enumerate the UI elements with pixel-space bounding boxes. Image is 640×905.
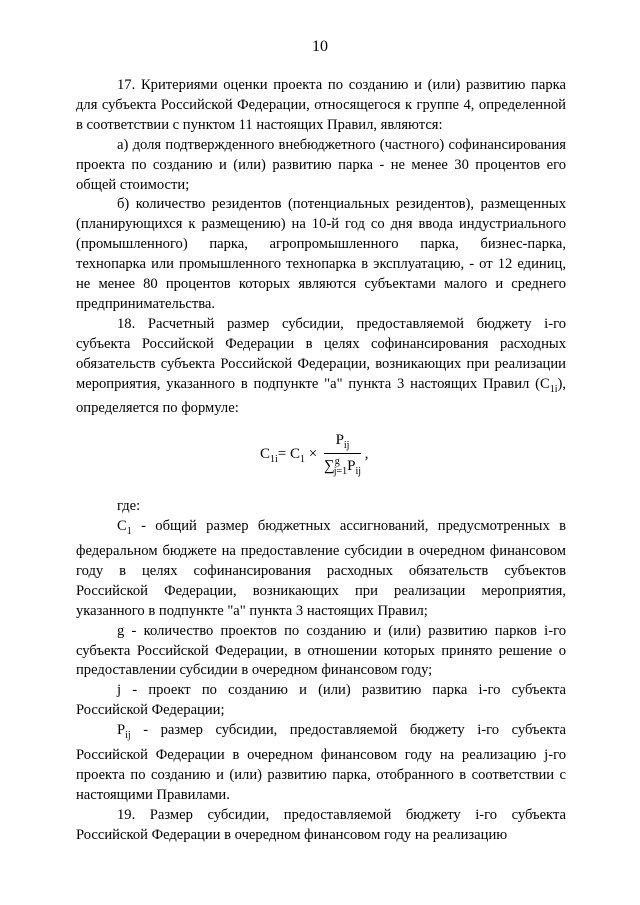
- paragraph-18: [76, 315, 566, 419]
- formula-lhs: $C_{1i}$: [260, 446, 278, 466]
- symbol-j: j: [117, 682, 122, 699]
- page-number: 10: [312, 38, 328, 55]
- document-body: [76, 76, 566, 846]
- inline-symbol-c1i: $C_{1i}$: [539, 375, 558, 395]
- definition-g: g - количество проектов по созданию и (или) развитию парков i-го субъекта Российской Федерации, в отношении которых принято решение о предоставлении субсидии в очередном финансовом году;: [76, 622, 566, 679]
- formula-numerator: $P_{ij}$: [324, 432, 361, 454]
- formula-equals: =: [277, 446, 287, 463]
- paragraph-18-text: 18. Расчетный размер субсидии, предоставляемой бюджету i-го субъекта Российской Федерации в целях софинансирования расходных обязательств субъекта Российской Федерации, возникающих при реализации мероприятия, указанного в подпункте "а" пункта 3 настоящих Правил (: [76, 315, 566, 392]
- definition-j: j - проект по созданию и (или) развитию парка i-го субъекта Российской Федерации;: [76, 682, 566, 719]
- where-label: где:: [117, 498, 141, 515]
- paragraph-17a: а) доля подтвержденного внебюджетного (частного) софинансирования проекта по созданию и (или) развитию парка - не менее 30 процентов его общей стоимости;: [76, 136, 566, 193]
- symbol-c1: $C_1$: [117, 518, 132, 538]
- formula-fraction: [324, 432, 361, 477]
- formula-times: ×: [308, 446, 318, 463]
- definition-pij: $P_{ij}$ - размер субсидии, предоставляемой бюджету i-го субъекта Российской Федерации в очередном финансовом году на реализацию j-го проекта по созданию и (или) развитию парка, отобранного в соответствии с настоящими Правилами.: [76, 722, 566, 803]
- formula-comma: ,: [364, 446, 369, 463]
- paragraph-17: 17. Критериями оценки проекта по созданию и (или) развитию парка для субъекта Российской Федерации, относящегося к группе 4, определенной в соответствии с пунктом 11 настоящих Правил, являются:: [76, 77, 566, 133]
- sum-icon: ∑: [324, 458, 335, 475]
- symbol-pij: $P_{ij}$: [117, 722, 131, 742]
- symbol-g: g: [117, 622, 125, 639]
- paragraph-19: 19. Размер субсидии, предоставляемой бюджету i-го субъекта Российской Федерации в очередном финансовом году на реализацию: [76, 806, 566, 843]
- formula-denominator: $\sum^g_{j=1}P_{ij}$: [324, 456, 362, 478]
- paragraph-18-end: ), определяется по формуле:: [76, 375, 566, 417]
- definition-c1: $C_1$ - общий размер бюджетных ассигнований, предусмотренных в федеральном бюджете на предоставление субсидии в очередном финансовом году в целях софинансирования расходных обязательств субъектов Российской Федерации, возникающих при реализации мероприятия, указанного в подпункте "а" пункта 3 настоящих Правил;: [76, 518, 566, 619]
- subsidy-formula: [76, 426, 566, 492]
- paragraph-17b: б) количество резидентов (потенциальных резидентов), размещенных (планирующихся к размещению) на 10-й год со дня ввода индустриального (промышленного) парка, агропромышленного парка, бизнес-парка, технопарка или промышленного технопарка в эксплуатацию, - от 12 единиц, не менее 80 процентов которых являются субъектами малого и среднего предпринимательства.: [76, 196, 566, 312]
- formula-c1: $C_1$: [290, 446, 306, 466]
